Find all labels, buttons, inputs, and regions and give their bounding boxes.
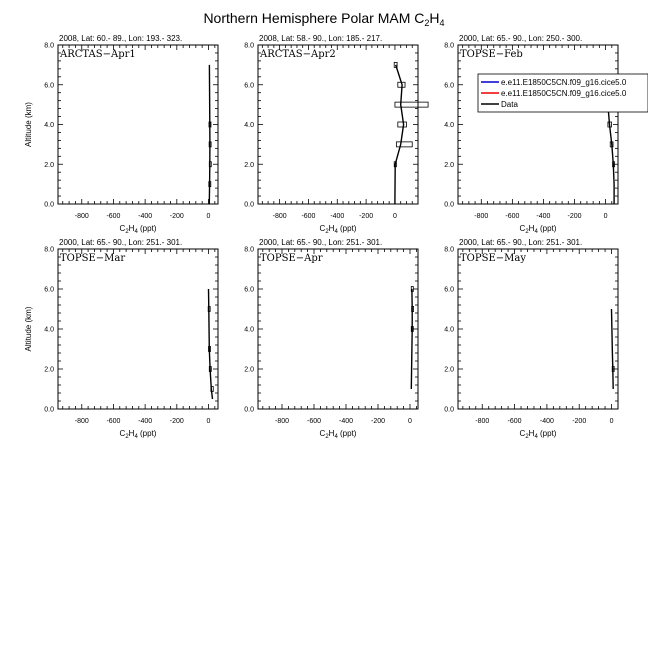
y-axis-label: Altitude (km) bbox=[24, 306, 33, 352]
plot-frame bbox=[258, 249, 418, 409]
x-tick-label: -800 bbox=[74, 213, 89, 220]
y-tick-label: 6.0 bbox=[244, 82, 254, 90]
y-tick-label: 0.0 bbox=[444, 406, 454, 414]
x-axis-label: $C_2H_4$ (ppt) bbox=[119, 224, 157, 235]
plot-frame bbox=[458, 249, 618, 409]
legend-label: e.e11.E1850C5CN.f09_g16.cice5.0 bbox=[501, 78, 627, 87]
y-tick-label: 8.0 bbox=[444, 42, 454, 50]
x-axis-label: $C_2H_4$ (ppt) bbox=[119, 429, 157, 440]
y-tick-label: 6.0 bbox=[44, 82, 54, 90]
y-tick-label: 2.0 bbox=[444, 366, 454, 374]
plot-frame bbox=[58, 249, 218, 409]
y-tick-label: 0.0 bbox=[44, 406, 54, 414]
y-tick-label: 8.0 bbox=[44, 42, 54, 50]
y-tick-label: 4.0 bbox=[244, 122, 254, 129]
y-tick-label: 8.0 bbox=[444, 246, 454, 254]
x-tick-label: -400 bbox=[138, 213, 153, 220]
x-tick-label: -200 bbox=[169, 213, 184, 220]
panel-6 bbox=[444, 238, 618, 440]
panel-label: TOPSE−Apr bbox=[260, 253, 323, 264]
x-tick-label: -400 bbox=[536, 213, 551, 220]
panel-header: 2000, Lat: 65.- 90., Lon: 251.- 301. bbox=[259, 238, 383, 247]
panel-label: ARCTAS−Apr2 bbox=[260, 49, 336, 60]
panel-header: 2000, Lat: 65.- 90., Lon: 251.- 301. bbox=[59, 238, 183, 247]
y-tick-label: 4.0 bbox=[244, 326, 254, 334]
y-tick-label: 6.0 bbox=[444, 82, 454, 90]
x-tick-label: -600 bbox=[106, 213, 121, 220]
y-axis-label: Altitude (km) bbox=[24, 102, 33, 147]
figure-title-sub1: 2 bbox=[424, 18, 430, 28]
y-tick-label: 4.0 bbox=[444, 326, 454, 334]
series-line-data bbox=[209, 289, 213, 399]
panel-header: 2000, Lat: 65.- 90., Lon: 250.- 300. bbox=[459, 34, 583, 43]
panel-label: TOPSE−May bbox=[460, 253, 526, 264]
x-tick-label: -200 bbox=[359, 213, 374, 220]
legend bbox=[478, 74, 648, 112]
x-tick-label: -800 bbox=[272, 213, 287, 220]
x-tick-label: -800 bbox=[475, 418, 490, 425]
y-tick-label: 0.0 bbox=[244, 201, 254, 209]
x-axis-label: $C_2H_4$ (ppt) bbox=[519, 224, 557, 235]
y-tick-label: 0.0 bbox=[444, 201, 454, 209]
x-tick-label: 0 bbox=[609, 418, 614, 425]
y-tick-label: 2.0 bbox=[44, 161, 54, 169]
y-tick-label: 2.0 bbox=[44, 366, 54, 374]
figure-title-main: Northern Hemisphere Polar MAM C bbox=[203, 10, 425, 26]
x-tick-label: -800 bbox=[74, 418, 89, 425]
series-line-data bbox=[209, 65, 210, 204]
panel-label: TOPSE−Mar bbox=[60, 253, 126, 264]
x-tick-label: -800 bbox=[474, 213, 489, 220]
x-tick-label: -800 bbox=[274, 418, 290, 425]
y-tick-label: 6.0 bbox=[444, 286, 454, 294]
series-line-data bbox=[395, 65, 404, 204]
figure-title-mid: H bbox=[429, 10, 440, 26]
x-tick-label: 0 bbox=[408, 418, 412, 425]
figure-title-sub2: 4 bbox=[439, 18, 445, 28]
y-tick-label: 4.0 bbox=[44, 122, 54, 129]
data-box bbox=[398, 122, 407, 127]
y-tick-label: 2.0 bbox=[444, 161, 454, 169]
x-axis-label: $C_2H_4$ (ppt) bbox=[519, 429, 557, 440]
x-tick-label: -400 bbox=[138, 418, 153, 425]
y-tick-label: 2.0 bbox=[244, 366, 254, 374]
plot-frame bbox=[58, 45, 218, 204]
figure-title bbox=[203, 10, 444, 28]
x-tick-label: -600 bbox=[505, 213, 520, 220]
panel-1 bbox=[24, 34, 218, 235]
x-tick-label: -600 bbox=[301, 213, 316, 220]
x-axis-label: $C_2H_4$ (ppt) bbox=[319, 429, 357, 440]
legend-label: e.e11.E1850C5CN.f09_g16.cice5.0 bbox=[501, 89, 627, 98]
x-tick-label: -200 bbox=[370, 418, 386, 425]
series-line-data bbox=[612, 309, 614, 389]
x-tick-label: -600 bbox=[507, 418, 522, 425]
y-tick-label: 0.0 bbox=[244, 406, 254, 414]
x-axis-label: $C_2H_4$ (ppt) bbox=[319, 224, 357, 235]
series-line-data bbox=[411, 289, 412, 389]
x-tick-label: -400 bbox=[338, 418, 354, 425]
panel-3 bbox=[444, 34, 648, 235]
panel-label: ARCTAS−Apr1 bbox=[60, 49, 136, 60]
panel-header: 2008, Lat: 58.- 90., Lon: 185.- 217. bbox=[259, 34, 383, 43]
panel-5 bbox=[244, 238, 418, 440]
plot-frame bbox=[458, 45, 618, 204]
data-box bbox=[395, 102, 428, 107]
x-tick-label: 0 bbox=[206, 418, 211, 425]
y-tick-label: 0.0 bbox=[44, 201, 54, 209]
y-tick-label: 4.0 bbox=[444, 122, 454, 129]
panel-header: 2008, Lat: 60.- 89., Lon: 193.- 323. bbox=[59, 34, 183, 43]
y-tick-label: 2.0 bbox=[244, 161, 254, 169]
legend-label: Data bbox=[501, 100, 518, 109]
x-tick-label: -200 bbox=[567, 213, 582, 220]
y-tick-label: 4.0 bbox=[44, 326, 54, 334]
plot-frame bbox=[258, 45, 418, 204]
x-tick-label: -400 bbox=[330, 213, 345, 220]
x-tick-label: 0 bbox=[392, 213, 397, 220]
x-tick-label: -600 bbox=[106, 418, 121, 425]
x-tick-label: 0 bbox=[206, 213, 211, 220]
data-box bbox=[396, 142, 412, 147]
x-tick-label: -600 bbox=[306, 418, 322, 425]
panel-label: TOPSE−Feb bbox=[460, 49, 523, 60]
y-tick-label: 8.0 bbox=[44, 246, 54, 254]
panel-header: 2000, Lat: 65.- 90., Lon: 251.- 301. bbox=[459, 238, 583, 247]
y-tick-label: 6.0 bbox=[44, 286, 54, 294]
x-tick-label: -400 bbox=[539, 418, 554, 425]
x-tick-label: -200 bbox=[169, 418, 184, 425]
x-tick-label: 0 bbox=[603, 213, 608, 220]
panel-4 bbox=[24, 238, 218, 440]
y-tick-label: 6.0 bbox=[244, 286, 254, 294]
x-tick-label: -200 bbox=[572, 418, 587, 425]
panel-2 bbox=[244, 34, 428, 235]
y-tick-label: 8.0 bbox=[244, 42, 254, 50]
y-tick-label: 8.0 bbox=[244, 246, 254, 254]
